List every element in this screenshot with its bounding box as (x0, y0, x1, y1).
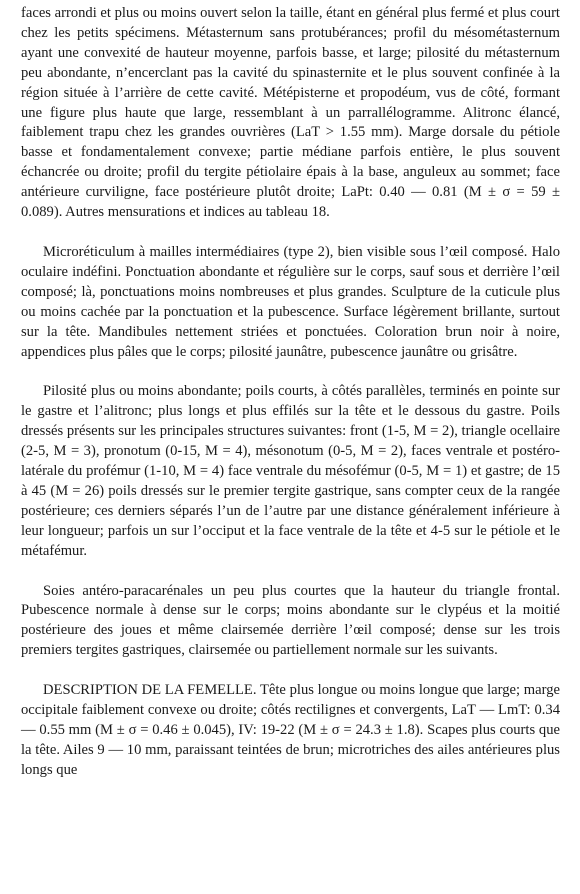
paragraph-worker-thorax: faces arrondi et plus ou moins ouvert selon la taille, étant en général plus fermé et plus court chez les petits spécimens. Métasternum sans protubérances; profil du mésométasternum ayant une convexité de hauteur moyenne, parfois basse, et large; pilosité du métasternum peu abondante, n’encerclant pas la cavité du spinasternite et le plus souvent confinée à la région située à l’arrière de cette cavité. Métépisterne et propodéum, vus de côté, formant une figure plus haute que large, ressemblant à un parrallélogramme. Alitronc élancé, faiblement trapu chez les grandes ouvrières (LaT > 1.55 mm). Marge dorsale du pétiole basse et fondamentalement convexe; partie médiane parfois entière, le plus souvent échancrée ou droite; profil du tergite pétiolaire épais à la base, anguleux au sommet; face antérieure curviligne, face postérieure plutôt droite; LaPt: 0.40 — 0.81 (M ± σ = 59 ± 0.089). Autres mensurations et indices au tableau 18. (21, 5, 560, 221)
paragraph-setae-pubescence: Soies antéro-paracarénales un peu plus courtes que la hauteur du triangle frontal. Pubescence normale à dense sur le corps; moins abondante sur le clypéus et la moitié postérieure des joues et même clairsemée derrière l’œil composé; dense sur les trois premiers tergites gastriques, clairsemée ou partiellement normale sur les suivants. (21, 582, 560, 659)
paragraph-female-description: DESCRIPTION DE LA FEMELLE. Tête plus longue ou moins longue que large; marge occipitale faiblement convexe ou droite; côtés rectilignes et convergents, LaT — LmT: 0.34 — 0.55 mm (M ± σ = 0.46 ± 0.045), IV: 19-22 (M ± σ = 24.3 ± 1.8). Scapes plus courts que la tête. Ailes 9 — 10 mm, paraissant teintées de brun; microtriches des ailes antérieures plus longs que (21, 682, 560, 778)
paragraph-sculpture-coloration: Microréticulum à mailles intermédiaires (type 2), bien visible sous l’œil composé. Halo oculaire indéfini. Ponctuation abondante et régulière sur le corps, sauf sous et derrière l’œil composé; là, ponctuations moins nombreuses et plus grandes. Sculpture de la cuticule plus ou moins cachée par la ponctuation et la pubescence. Surface légèrement brillante, surtout sur la tête. Mandibules nettement striées et ponctuées. Coloration brun noir à noire, appendices plus pâles que le corps; pilosité jaunâtre, pubescence jaunâtre ou grisâtre. (21, 243, 560, 360)
document-page (21, 4, 560, 801)
paragraph-pilosity: Pilosité plus ou moins abondante; poils courts, à côtés parallèles, terminés en pointe sur le gastre et l’alitronc; plus longs et plus effilés sur la tête et le dessous du gastre. Poils dressés présents sur les principales structures suivantes: front (1-5, M = 2), triangle ocellaire (2-5, M = 3), pronotum (0-15, M = 4), mésonotum (0-5, M = 2), faces ventrale et postéro-latérale du profémur (1-10, M = 4) face ventrale du mésofémur (0-5, M = 1) et gastre; de 15 à 45 (M = 26) poils dressés sur le premier tergite gastrique, sans compter ceux de la rangée postérieure; ces derniers séparés l’un de l’autre par une distance généralement inférieure à leur longueur; parfois un sur l’occiput et la face ventrale de la tête et 4-5 sur le pétiole et le métafémur. (21, 383, 560, 559)
